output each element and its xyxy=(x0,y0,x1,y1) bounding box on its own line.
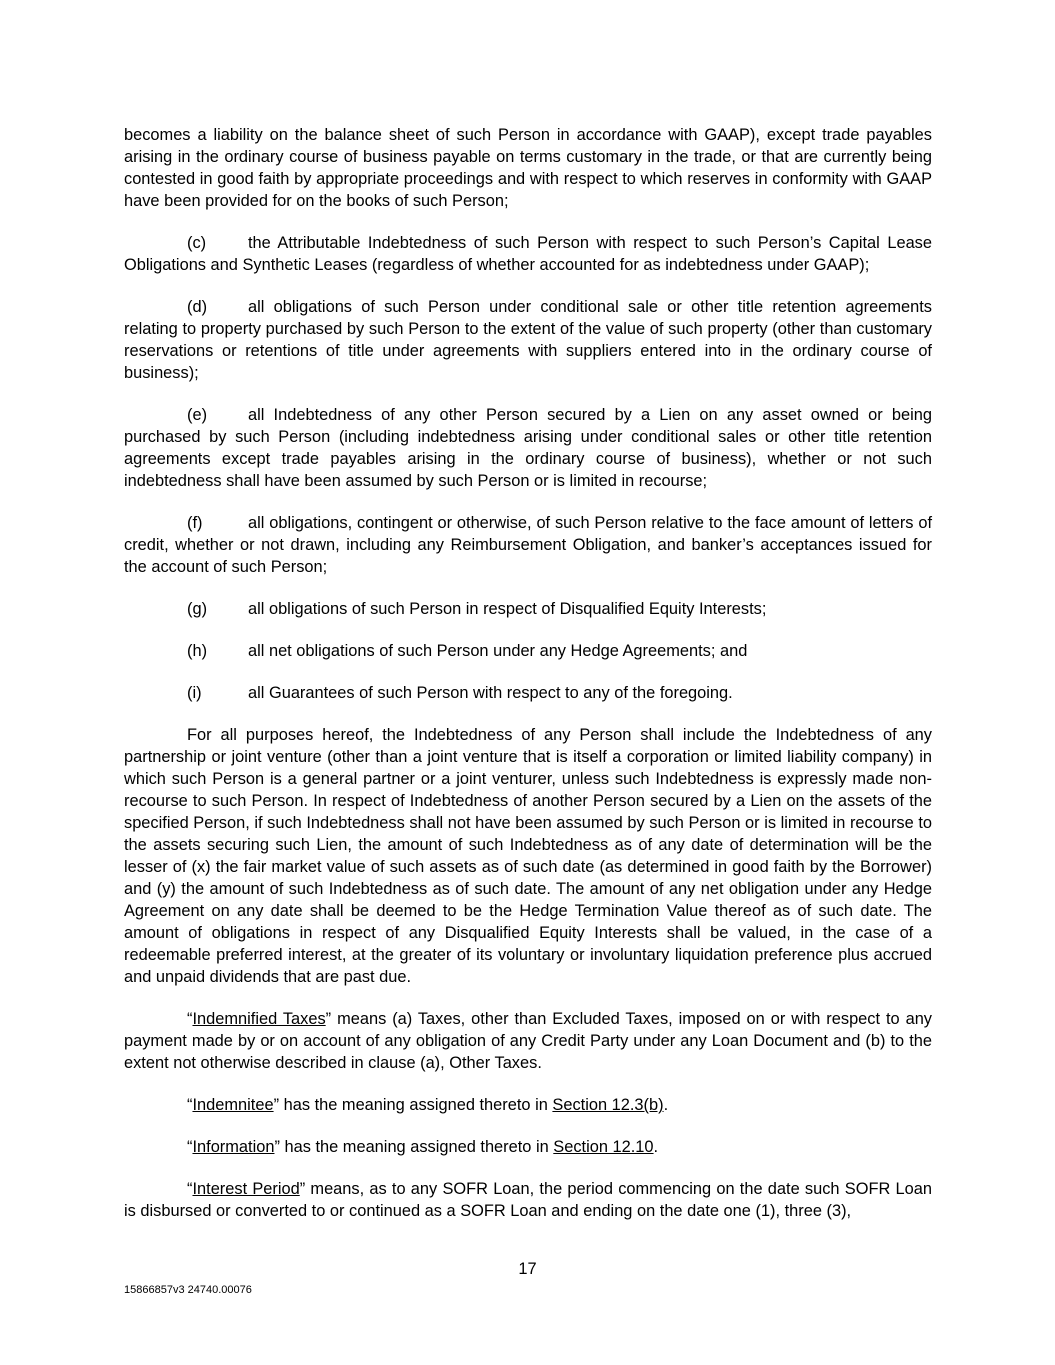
period: . xyxy=(653,1138,659,1156)
item-text: all Guarantees of such Person with respect to any of the foregoing. xyxy=(248,684,733,702)
defined-term: Information xyxy=(192,1138,275,1156)
definition-text: ” has the meaning assigned thereto in xyxy=(274,1138,554,1156)
period: . xyxy=(663,1096,669,1114)
item-label: (g) xyxy=(187,600,208,618)
list-item-c xyxy=(124,232,932,276)
paragraph-intro: becomes a liability on the balance sheet of such Person in accordance with GAAP), except trade payables arising in the ordinary course of business payable on terms customary in the trade, or that are currently being contested in good faith by appropriate proceedings and with respect to which reserves in conformity with GAAP have been provided for on the books of such Person; xyxy=(124,126,932,210)
list-item-e xyxy=(124,404,932,492)
item-text: the Attributable Indebtedness of such Person with respect to such Person’s Capital Lease Obligations and Synthetic Leases (regardless of whether accounted for as indebtedness under GAAP); xyxy=(124,234,932,274)
item-text: all Indebtedness of any other Person secured by a Lien on any asset owned or being purchased by such Person (including indebtedness arising under conditional sales or other title retention agreements except trade payables arising in the ordinary course of business), whether or not such indebtedness shall have been assumed by such Person or is limited in recourse; xyxy=(124,406,932,490)
paragraph-all-purposes: For all purposes hereof, the Indebtedness of any Person shall include the Indebtedness of any partnership or joint venture (other than a joint venture that is itself a corporation or limited liability company) in which such Person is a general partner or a joint venturer, unless such Indebtedness is expressly made non-recourse to such Person. In respect of Indebtedness of another Person secured by a Lien on the assets of the specified Person, if such Indebtedness shall not have been assumed by such Person or is limited in recourse to the assets securing such Lien, the amount of such Indebtedness as of any date of determination will be the lesser of (x) the fair market value of such assets as of such date (as determined in good faith by the Borrower) and (y) the amount of such Indebtedness as of such date. The amount of any net obligation under any Hedge Agreement on any date shall be deemed to be the Hedge Termination Value thereof as of such date. The amount of obligations in respect of any Disqualified Equity Interests shall be valued, in the case of a redeemable preferred interest, at the greater of its voluntary or involuntary liquidation preference plus accrued and unpaid dividends that are past due. xyxy=(124,726,932,986)
open-quote: “ xyxy=(187,1096,193,1114)
definition-indemnified-taxes xyxy=(124,1008,932,1074)
definition-text: ” means (a) Taxes, other than Excluded Taxes, imposed on or with respect to any payment made by or on account of any obligation of any Credit Party under any Loan Document and (b) to the extent not otherwise described in clause (a), Other Taxes. xyxy=(124,1010,933,1072)
definition-indemnitee xyxy=(124,1094,932,1116)
list-item-g xyxy=(124,598,932,620)
definition-text: ” has the meaning assigned thereto in xyxy=(273,1096,553,1114)
list-item-f xyxy=(124,512,932,578)
item-label: (d) xyxy=(187,298,208,316)
item-label: (i) xyxy=(187,684,202,702)
defined-term: Indemnitee xyxy=(192,1096,274,1114)
open-quote: “ xyxy=(187,1138,193,1156)
definition-text: ” means, as to any SOFR Loan, the period commencing on the date such SOFR Loan is disbursed or converted to or continued as a SOFR Loan and ending on the date one (1), three (3), xyxy=(124,1180,932,1220)
item-label: (e) xyxy=(187,406,208,424)
document-id: 15866857v3 24740.00076 xyxy=(124,1284,252,1296)
open-quote: “ xyxy=(187,1180,193,1198)
defined-term: Indemnified Taxes xyxy=(192,1010,326,1028)
definition-interest-period xyxy=(124,1178,932,1222)
list-item-h xyxy=(124,640,932,662)
item-text: all obligations of such Person under conditional sale or other title retention agreements relating to property purchased by such Person to the extent of the value of such property (other than customary reservations or retentions of title under agreements with suppliers entered into in the ordinary course of business); xyxy=(124,298,932,382)
definition-information xyxy=(124,1136,932,1158)
list-item-i xyxy=(124,682,932,704)
section-reference: Section 12.10 xyxy=(553,1138,654,1156)
page-number: 17 xyxy=(518,1260,537,1278)
list-item-d xyxy=(124,296,932,384)
item-text: all obligations of such Person in respect of Disqualified Equity Interests; xyxy=(248,600,767,618)
defined-term: Interest Period xyxy=(192,1180,300,1198)
page-body xyxy=(124,124,932,1242)
open-quote: “ xyxy=(187,1010,193,1028)
item-text: all obligations, contingent or otherwise, of such Person relative to the face amount of letters of credit, whether or not drawn, including any Reimbursement Obligation, and banker’s acceptances issued for the account of such Person; xyxy=(124,514,932,576)
item-text: all net obligations of such Person under any Hedge Agreements; and xyxy=(248,642,748,660)
item-label: (h) xyxy=(187,642,208,660)
item-label: (f) xyxy=(187,514,203,532)
item-label: (c) xyxy=(187,234,207,252)
section-reference: Section 12.3(b) xyxy=(552,1096,664,1114)
